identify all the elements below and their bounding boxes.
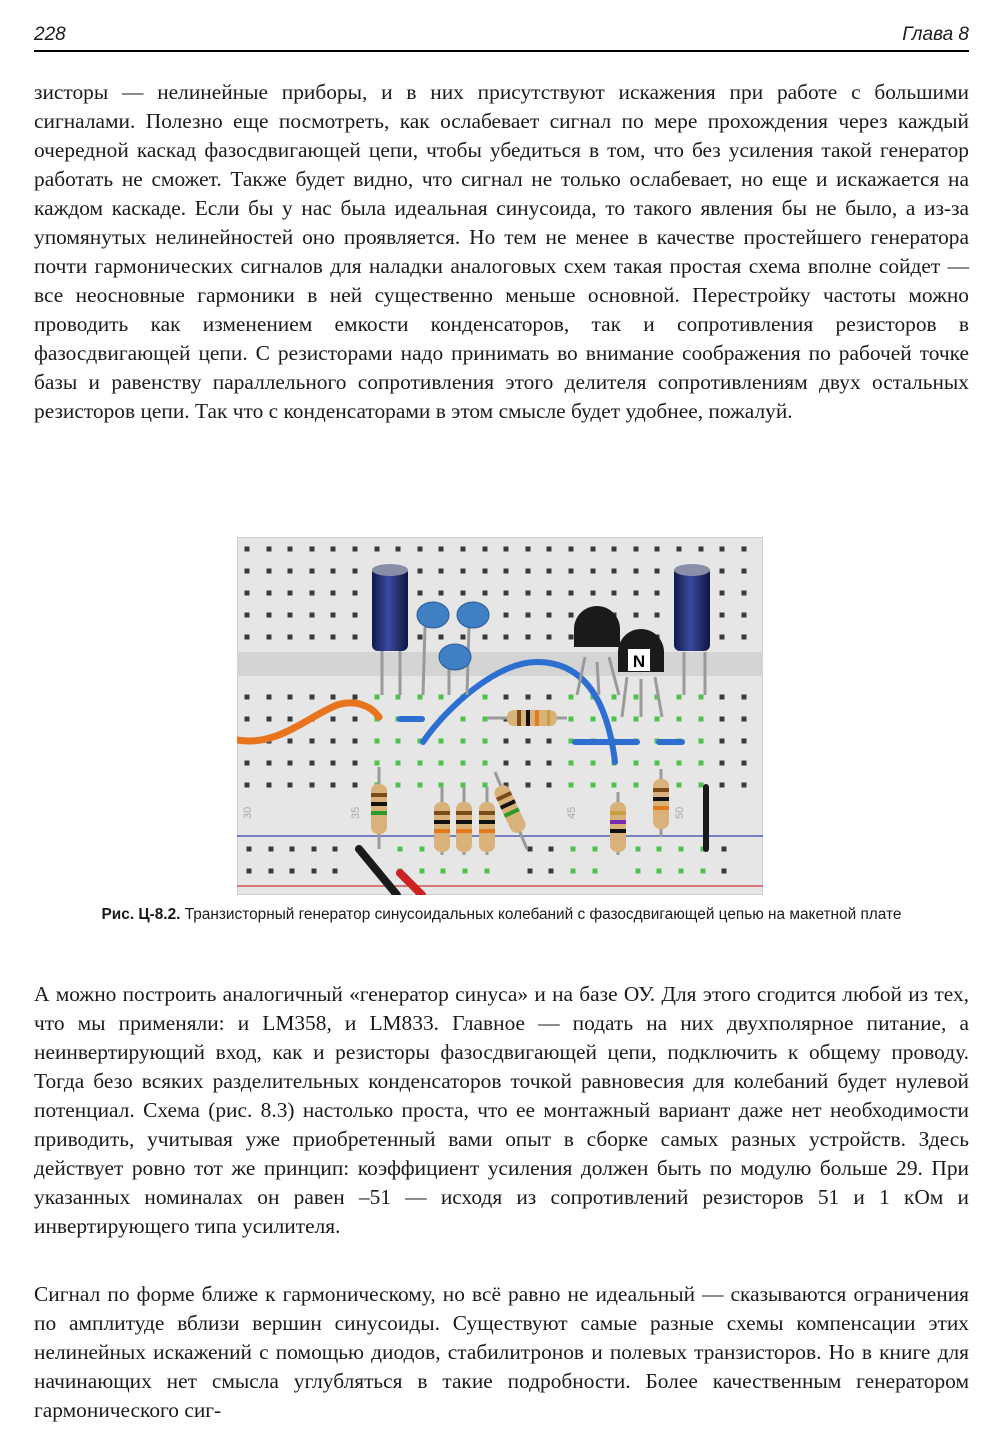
paragraph-1: зисторы — нелинейные приборы, и в них присутствуют искажения при работе с большими сигналами. Полезно еще посмотреть, как ослабевает сигнал по мере прохождения через каждый очередной каскад фазосдвигающей цепи, чтобы убедиться в том, что без усиления такой генератор работать не сможет. Также будет видно, что сигнал не только ослабевает, но еще и искажается на каждом каскаде. Если бы у нас была идеальная синусоида, то такого явления бы не было, а из-за упомянутых нелинейностей оно проявляется. Но тем не менее в качестве простейшего генератора почти гармонических сигналов для наладки аналоговых схем такая простая схема вполне сойдет — все неосновные гармоники в ней существенно меньше основной. Перестройку частоты можно проводить как изменением емкости конденсаторов, так и сопротивления резисторов в фазосдвигающей цепи. С резисторами надо принимать во внимание соображения по рабочей точке базы и равенству параллельного сопротивления этого делителя сопротивлениям двух остальных резисторов цепи. Так что с конденсаторами в этом смысле будет удобнее, пожалуй.	[34, 80, 969, 423]
paragraph-3: Сигнал по форме ближе к гармоническому, но всё равно не идеальный — сказываются ограничения по амплитуде вблизи вершин синусоиды. Существуют самые разные схемы компенсации этих нелинейных искажений с помощью диодов, стабилитронов и полевых транзисторов. Но в книге для начинающих нет смысла углубляться в такие подробности. Более качественным генератором гармонического сиг-	[34, 1282, 969, 1422]
figure-caption	[34, 904, 969, 925]
column-number: 35	[350, 806, 362, 819]
column-number: 30	[242, 806, 254, 819]
ceramic-capacitor-1	[417, 602, 449, 628]
figure-caption-label: Рис. Ц-8.2.	[101, 906, 181, 923]
ceramic-capacitor-2	[457, 602, 489, 628]
transistor-n-label: N	[632, 652, 646, 671]
page-number: 228	[34, 24, 66, 45]
figure-caption-text: Транзисторный генератор синусоидальных колебаний с фазосдвигающей цепью на макетной плате	[180, 906, 902, 923]
breadboard-figure	[237, 537, 763, 895]
ceramic-capacitor-3	[439, 644, 471, 670]
column-number: 50	[674, 806, 686, 819]
electrolytic-capacitor-right	[674, 567, 710, 651]
paragraph-2: А можно построить аналогичный «генератор синуса» и на базе ОУ. Для этого сгодится любой из тех, что мы применяли: и LM358, и LM833. Главное — подать на них двухполярное питание, а неинвертирующий вход, как и резисторы фазосдвигающей цепи, подключить к общему проводу. Тогда безо всяких разделительных конденсаторов точкой равновесия для колебаний будет нулевой потенциал. Схема (рис. 8.3) настолько проста, что ее монтажный вариант даже нет необходимости приводить, учитывая уже приобретенный вами опыт в сборке самых разных устройств. Здесь действует ровно тот же принцип: коэффициент усиления должен быть по модулю больше 29. При указанных номиналах он равен –51 — исходя из сопротивлений резисторов 51 и 1 кОм и инвертирующего типа усилителя.	[34, 982, 969, 1238]
page-header	[34, 24, 969, 52]
column-number: 45	[566, 806, 578, 819]
breadboard-illustration	[237, 537, 763, 895]
chapter-title: Глава 8	[902, 24, 969, 45]
electrolytic-capacitor-left	[372, 567, 408, 651]
